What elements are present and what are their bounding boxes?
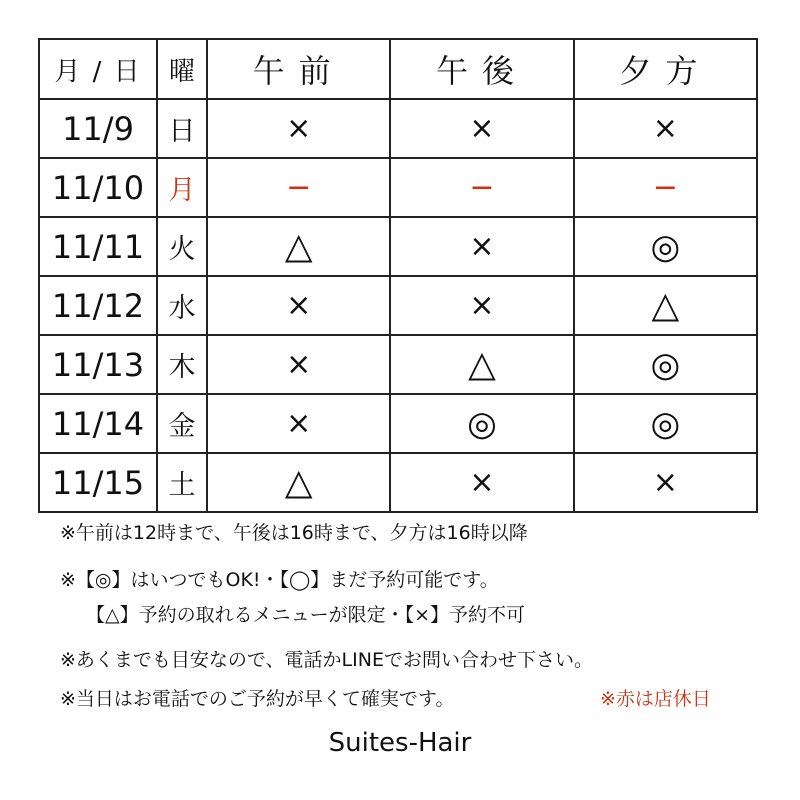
day-of-week-cell: 月	[157, 158, 207, 217]
afternoon-availability-cell: △	[390, 335, 573, 394]
morning-availability-cell: ×	[207, 276, 390, 335]
note-same-day: ※当日はお電話でのご予約が早くて確実です。	[60, 688, 455, 710]
afternoon-availability-cell: ×	[390, 99, 573, 158]
table-row	[39, 99, 757, 158]
brand-name: Suites-Hair	[328, 728, 472, 758]
date-cell: 11/9	[39, 99, 157, 158]
day-of-week-cell: 金	[157, 394, 207, 453]
date-cell: 11/14	[39, 394, 157, 453]
note-time-ranges: ※午前は12時まで、午後は16時まで、夕方は16時以降	[60, 522, 528, 544]
day-of-week-cell: 火	[157, 217, 207, 276]
evening-availability-cell: ×	[574, 453, 757, 512]
morning-availability-cell: −	[207, 158, 390, 217]
evening-availability-cell: ◎	[574, 217, 757, 276]
afternoon-availability-cell: ◎	[390, 394, 573, 453]
table-header-row	[39, 39, 757, 99]
evening-availability-cell: ◎	[574, 335, 757, 394]
day-of-week-cell: 木	[157, 335, 207, 394]
day-of-week-cell: 水	[157, 276, 207, 335]
date-cell: 11/15	[39, 453, 157, 512]
table-row	[39, 276, 757, 335]
evening-availability-cell: ◎	[574, 394, 757, 453]
note-contact: ※あくまでも目安なので、電話かLINEでお問い合わせ下さい。	[60, 649, 593, 671]
evening-availability-cell: −	[574, 158, 757, 217]
header-day-of-week: 曜	[157, 39, 207, 99]
morning-availability-cell: △	[207, 453, 390, 512]
note-legend-limited: 【△】予約の取れるメニューが限定・【×】予約不可	[86, 604, 526, 626]
morning-availability-cell: △	[207, 217, 390, 276]
afternoon-availability-cell: ×	[390, 217, 573, 276]
availability-table	[38, 38, 758, 513]
afternoon-availability-cell: ×	[390, 276, 573, 335]
header-evening: 夕方	[574, 39, 757, 99]
date-cell: 11/11	[39, 217, 157, 276]
header-date: 月 / 日	[39, 39, 157, 99]
day-of-week-cell: 土	[157, 453, 207, 512]
note-holiday: ※赤は店休日	[600, 688, 711, 710]
note-legend-ok: ※【◎】はいつでもOK!・【◯】まだ予約可能です。	[60, 569, 499, 591]
afternoon-availability-cell: ×	[390, 453, 573, 512]
table-row	[39, 394, 757, 453]
morning-availability-cell: ×	[207, 394, 390, 453]
date-cell: 11/13	[39, 335, 157, 394]
day-of-week-cell: 日	[157, 99, 207, 158]
table-row	[39, 335, 757, 394]
header-morning: 午前	[207, 39, 390, 99]
morning-availability-cell: ×	[207, 335, 390, 394]
table-row	[39, 453, 757, 512]
table-row	[39, 217, 757, 276]
table-row	[39, 158, 757, 217]
header-afternoon: 午後	[390, 39, 573, 99]
evening-availability-cell: △	[574, 276, 757, 335]
evening-availability-cell: ×	[574, 99, 757, 158]
date-cell: 11/10	[39, 158, 157, 217]
morning-availability-cell: ×	[207, 99, 390, 158]
date-cell: 11/12	[39, 276, 157, 335]
afternoon-availability-cell: −	[390, 158, 573, 217]
